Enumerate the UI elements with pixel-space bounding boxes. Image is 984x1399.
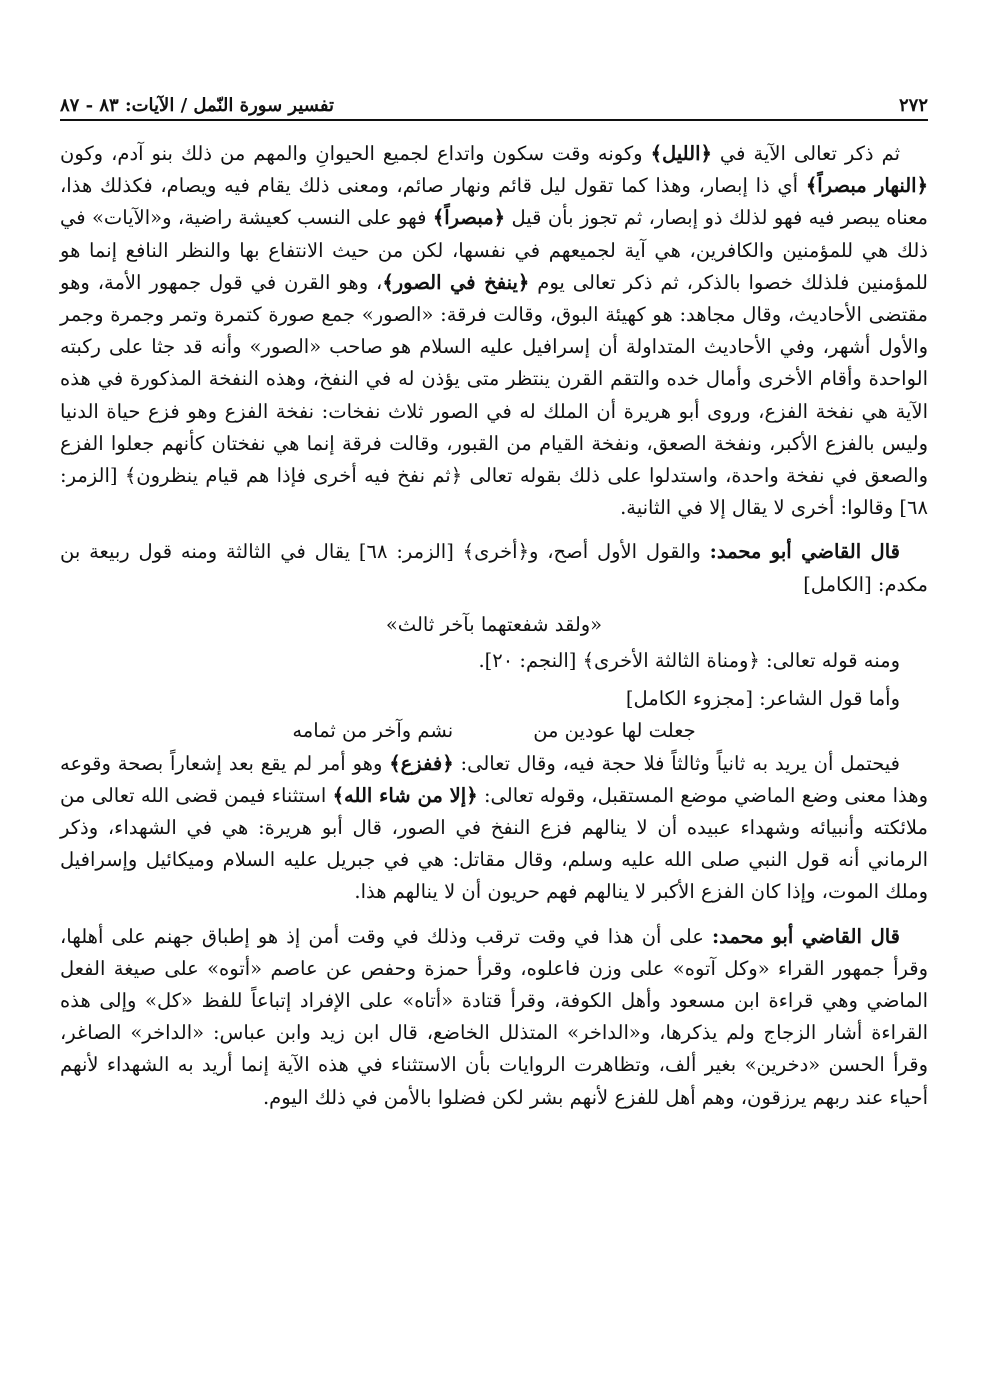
quran-quote: ﴿مبصراً﴾ (432, 206, 506, 230)
page-number: ٢٧٢ (898, 95, 928, 116)
paragraph-6 (60, 921, 928, 1114)
quran-quote: ﴿أخرى﴾ (462, 540, 530, 564)
paragraph-3 (60, 645, 928, 677)
quran-quote: ﴿ثم نفخ فيه أخرى فإذا هم قيام ينظرون﴾ (124, 464, 463, 488)
quran-quote: ﴿ففزع﴾ (389, 751, 454, 775)
running-title: تفسير سورة النّمل / الآيات: ٨٣ - ٨٧ (60, 95, 334, 116)
text: استثناء فيمن قضى الله تعالى من ملائكته وأنبيائه وشهداء عبيده أن لا ينالهم فزع النفخ في الصور، قال أبو هريرة: هي في الشهداء، وذكر الرماني أنه قول النبي صلى الله عليه وسلم، وقال مقاتل: هي في جبريل عليه السلام وميكائيل وإسرافيل وملك الموت، وإذا كان الفزع الأكبر لا ينالهم فهم حريون أن لا ينالهم هذا. (60, 783, 928, 904)
text: [النجم: ٢٠]. (478, 649, 583, 673)
text: فهو على النسب كعيشة راضية، و«الآيات» في ذلك هي للمؤمنين والكافرين، هي آية لجميعهم في نفسها، لكن من حيث الانتفاع بها والنظر النافع إنما هو للمؤمنين فلذلك خصوا بالذكر، ثم ذكر تعالى يوم (60, 206, 928, 294)
quran-quote: ﴿الليل﴾ (650, 142, 712, 165)
header-rule (60, 119, 928, 121)
text: أي ذا إبصار، وهذا كما تقول ليل قائم ونهار صائم، ومعنى ذلك يقام فيه ويصام، فكذلك هذا، معناه يبصر فيه فهو لذلك ذو إبصار، ثم تجوز بأن قيل (60, 174, 928, 230)
text: [الزمر: ٦٨] يقال في الثالثة ومنه قول ربيعة بن مكدم: [الكامل] (60, 540, 928, 596)
paragraph-2 (60, 536, 928, 600)
paragraph-5 (60, 748, 928, 909)
quran-quote: ﴿ومناة الثالثة الأخرى﴾ (582, 649, 760, 673)
quran-quote: ﴿ينفخ في الصور﴾ (382, 270, 530, 294)
paragraph-4: وأما قول الشاعر: [مجزوء الكامل] (625, 687, 900, 711)
text: [الزمر: ٦٨] وقالوا: أخرى لا يقال إلا في الثانية. (60, 464, 928, 520)
text: على أن هذا في وقت ترقب وذلك في وقت أمن إذ هو إطباق جهنم على أهلها، وقرأ جمهور القراء «وكل آتوه» على وزن فاعلوه، وقرأ حمزة وحفص عن عاصم «أتوه» على صيغة الفعل الماضي وهي قراءة ابن مسعود وأهل الكوفة، وقرأ قتادة «أتاه» على الإفراد إتباعاً للفظ «كل» وإلى هذه القراءة أشار الزجاج ولم يذكرها، و«الداخر» المتذلل الخاضع، قال ابن زيد وابن عباس: «الداخر» الصاغر، وقرأ الحسن «دخرين» بغير ألف، وتظاهرت الروايات بأن الاستثناء في هذه الآية إنما أريد به الشهداء لأنهم أحياء عند ربهم يرزقون، وهم أهل للفزع لأنهم بشر لكن فضلوا بالأمن في ذلك اليوم. (60, 924, 928, 1109)
text: والقول الأول أصح، و (529, 540, 710, 564)
paragraph-1 (60, 138, 928, 524)
text: ، وهو القرن في قول جمهور الأمة، وهو مقتضى الأحاديث، وقال مجاهد: هو كهيئة البوق، وقالت فرقة: «الصور» جمع صورة كتمرة وتمر وجمرة وجمر والأول أشهر، وفي الأحاديث المتداولة أن إسرافيل عليه السلام هو صاحب «الصور» وأنه قد جثا على ركبته الواحدة وأقام الأخرى وأمال خده والتقم القرن ينتظر متى يؤذن له في النفخ، وهذه النفخة المذكورة في هذه الآية هي نفخة الفزع، وروى أبو هريرة أن الملك له في الصور ثلاث نفخات: نفخة الفزع وهو فزع حياة الدنيا وليس بالفزع الأكبر، ونفخة الصعق، ونفخة القيام من القبور، وقالت فرقة إنما هي نفختان كأنهم جعلوا الفزع والصعق في نفخة واحدة، واستدلوا على ذلك بقوله تعالى (60, 270, 928, 488)
page-header (60, 86, 928, 116)
speaker-label: قال القاضي أبو محمد: (709, 540, 900, 564)
verse-line-2 (60, 715, 928, 747)
text: وكونه وقت سكون واتداع لجميع الحيوانِ والمهم من ذلك بنو آدم، وكون (60, 142, 651, 165)
quran-quote: ﴿النهار مبصراً﴾ (805, 174, 928, 198)
hemistich-1: جعلت لها عودين من (533, 719, 696, 743)
quran-quote: ﴿إلا من شاء الله﴾ (332, 783, 478, 807)
text: وهو أمر لم يقع بعد إشعاراً بصحة وقوعه وهذا معنى وضع الماضي موضع المستقبل، وقوله تعالى: (60, 751, 928, 807)
text: ومنه قوله تعالى: (759, 649, 900, 673)
hemistich-2: نشم وآخر من ثمامه (292, 719, 454, 743)
text: ثم ذكر تعالى الآية في (711, 142, 901, 165)
text: فيحتمل أن يريد به ثانياً وثالثاً فلا حجة فيه، وقال تعالى: (453, 751, 900, 775)
page-body (60, 138, 928, 1114)
verse-line-1: «ولقد شفعتهما بآخر ثالث» (385, 612, 603, 636)
speaker-label: قال القاضي أبو محمد: (711, 924, 900, 948)
